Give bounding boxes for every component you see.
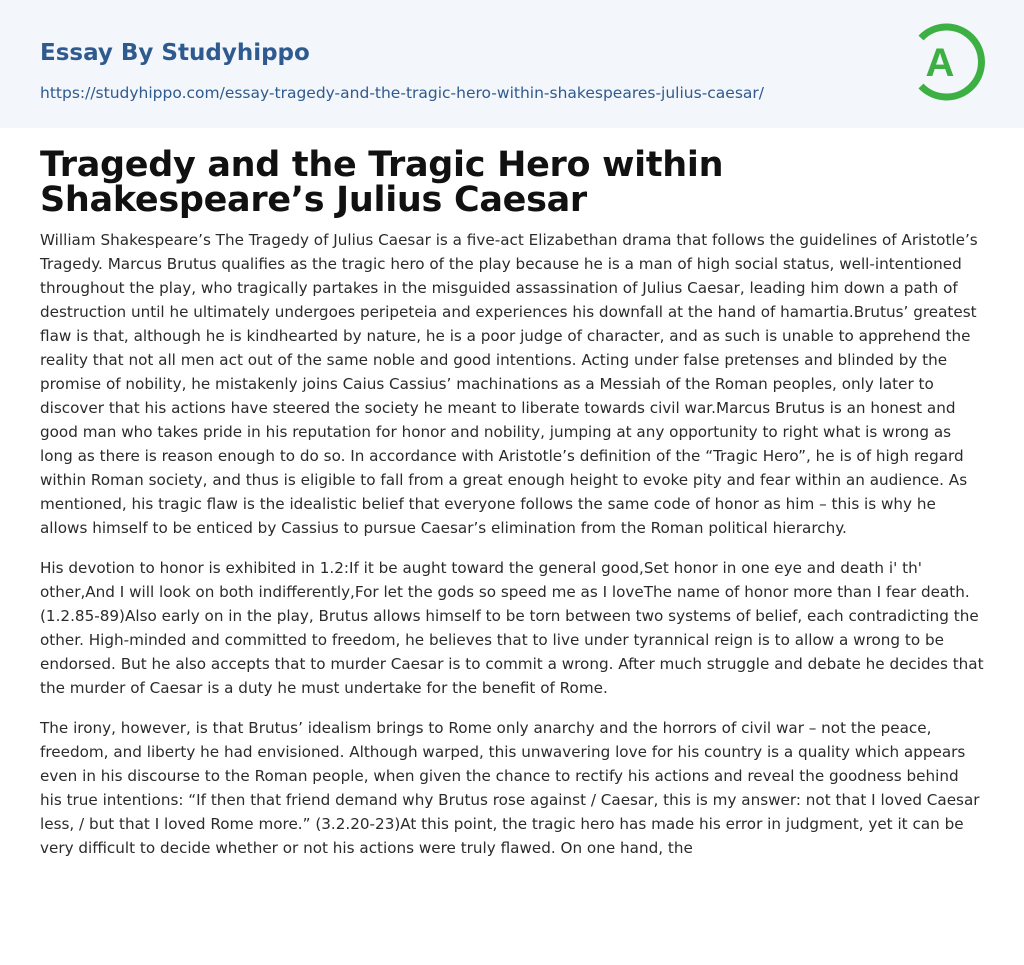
letter-a-circle-logo[interactable] [910,18,990,106]
article-paragraph-3: The irony, however, is that Brutus’ idealism brings to Rome only anarchy and the horrors of civil war – not the peace, freedom, and liberty he had envisioned. Although warped, this unwavering love for his country is a quality which appears even in his discourse to the Roman people, when given the chance to rectify his actions and reveal the goodness behind his true intentions: “If then that friend demand why Brutus rose against / Caesar, this is my answer: not that I loved Caesar less, / but that I loved Rome more.” (3.2.20-23)At this point, the tragic hero has made his error in judgment, yet it can be very difficult to decide whether or not his actions were truly flawed. On one hand, the [40,719,980,857]
article-paragraph-2: His devotion to honor is exhibited in 1.2:If it be aught toward the general good,Set honor in one eye and death i' th' other,And I will look on both indifferently,For let the gods so speed me as I loveThe name of honor more than I fear death. (1.2.85-89)Also early on in the play, Brutus allows himself to be torn between two systems of belief, each contradicting the other. High-minded and committed to freedom, he believes that to live under tyrannical reign is to allow a wrong to be endorsed. But he also accepts that to murder Caesar is to commit a wrong. After much struggle and debate he decides that the murder of Caesar is a duty he must undertake for the benefit of Rome. [40,559,984,697]
article-content [40,145,985,876]
article-title: Tragedy and the Tragic Hero within Shakespeare’s Julius Caesar [40,145,724,220]
logo-letter: A [925,41,955,85]
site-title[interactable]: Essay By Studyhippo [40,40,310,66]
site-header [0,0,1024,128]
source-url-link[interactable]: https://studyhippo.com/essay-tragedy-and-the-tragic-hero-within-shakespeares-julius-caesar/ [40,84,765,102]
article-paragraph-1: William Shakespeare’s The Tragedy of Julius Caesar is a five-act Elizabethan drama that follows the guidelines of Aristotle’s Tragedy. Marcus Brutus qualifies as the tragic hero of the play because he is a man of high social status, well-intentioned throughout the play, who tragically partakes in the misguided assassination of Julius Caesar, leading him down a path of destruction until he ultimately undergoes peripeteia and experiences his downfall at the hand of hamartia.Brutus’ greatest flaw is that, although he is kindhearted by nature, he is a poor judge of character, and as such is unable to apprehend the reality that not all men act out of the same noble and good intentions. Acting under false pretenses and blinded by the promise of nobility, he mistakenly joins Caius Cassius’ machinations as a Messiah of the Roman peoples, only later to discover that his actions have steered the society he meant to liberate towards civil war.Marcus Brutus is an honest and good man who takes pride in his reputation for honor and nobility, jumping at any opportunity to right what is wrong as long as there is reason enough to do so. In accordance with Aristotle’s definition of the “Tragic Hero”, he is of high regard within Roman society, and thus is eligible to fall from a great enough height to evoke pity and fear within an audience. As mentioned, his tragic flaw is the idealistic belief that everyone follows the same code of honor as him – this is why he allows himself to be enticed by Cassius to pursue Caesar’s elimination from the Roman political hierarchy. [40,231,978,537]
